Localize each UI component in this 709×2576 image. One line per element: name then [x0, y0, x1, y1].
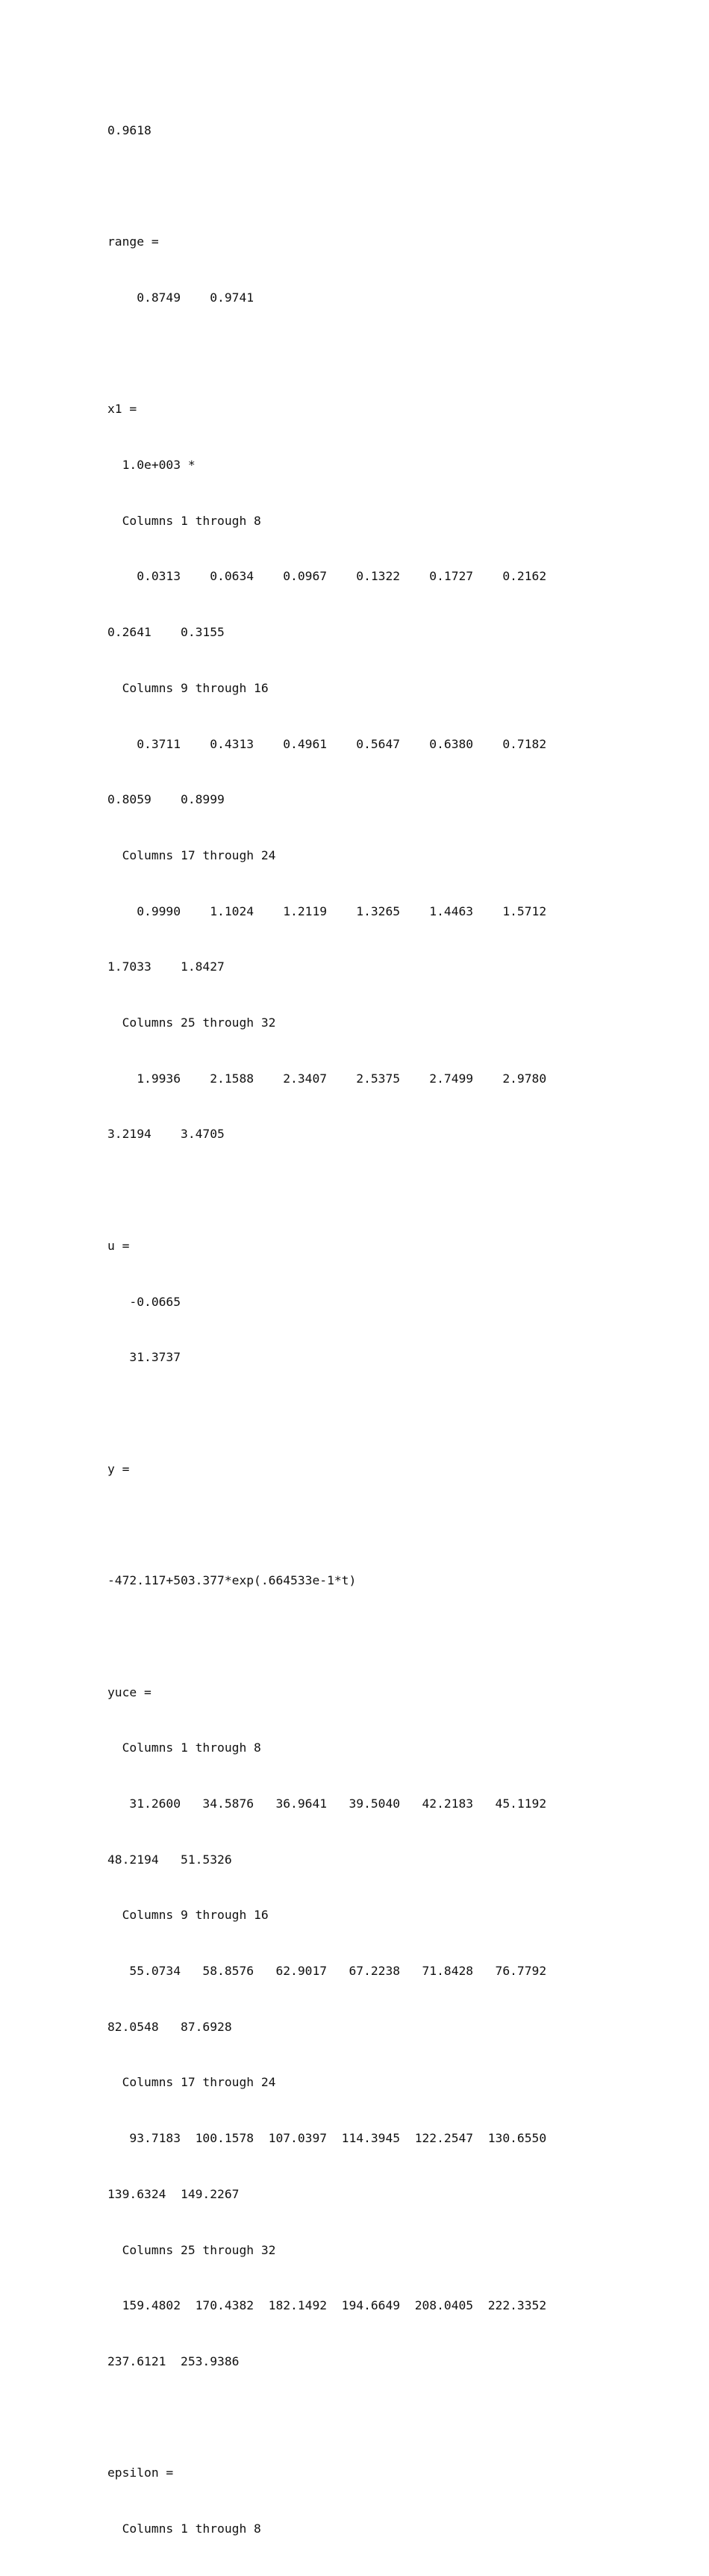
output-line: 1.0e+003 *: [107, 458, 196, 473]
output-line: 93.7183 100.1578 107.0397 114.3945 122.2547 130.6550: [107, 2131, 547, 2146]
output-line: 3.2194 3.4705: [107, 1127, 225, 1142]
output-line: 0.9618: [107, 122, 152, 137]
output-line: y =: [107, 1461, 130, 1476]
output-line: yuce =: [107, 1684, 152, 1699]
output-line: 31.2600 34.5876 36.9641 39.5040 42.2183 45.1192: [107, 1796, 547, 1811]
output-line: [107, 1516, 546, 1534]
output-line: 31.3737: [107, 1350, 181, 1365]
output-line: 48.2194 51.5326: [107, 1852, 232, 1867]
output-line: Columns 25 through 32: [107, 2242, 276, 2257]
output-line: [107, 178, 546, 196]
matlab-output-text: [107, 84, 546, 2576]
output-line: [107, 2409, 546, 2427]
output-line: [107, 1181, 546, 1200]
output-line: Columns 1 through 8: [107, 513, 261, 528]
output-line: epsilon =: [107, 2465, 174, 2480]
output-line: range =: [107, 234, 159, 249]
output-line: [107, 345, 546, 364]
output-line: Columns 25 through 32: [107, 1015, 276, 1030]
output-line: Columns 1 through 8: [107, 1740, 261, 1755]
output-line: 159.4802 170.4382 182.1492 194.6649 208.0405 222.3352: [107, 2298, 547, 2313]
output-line: 237.6121 253.9386: [107, 2353, 240, 2368]
output-line: 0.2641 0.3155: [107, 625, 225, 640]
output-line: 1.9936 2.1588 2.3407 2.5375 2.7499 2.9780: [107, 1071, 547, 1086]
output-line: 139.6324 149.2267: [107, 2186, 240, 2201]
output-line: 1.7033 1.8427: [107, 959, 225, 974]
output-line: Columns 17 through 24: [107, 847, 276, 862]
output-line: x1 =: [107, 402, 137, 417]
output-line: Columns 9 through 16: [107, 680, 269, 695]
output-line: 0.8749 0.9741: [107, 290, 254, 305]
output-line: -472.117+503.377*exp(.664533e-1*t): [107, 1573, 357, 1588]
output-line: Columns 9 through 16: [107, 1908, 269, 1923]
output-line: [107, 1404, 546, 1423]
output-line: 0.3711 0.4313 0.4961 0.5647 0.6380 0.7182: [107, 736, 547, 751]
output-line: 82.0548 87.6928: [107, 2019, 232, 2034]
output-line: 0.9990 1.1024 1.2119 1.3265 1.4463 1.5712: [107, 903, 547, 918]
output-line: [107, 1628, 546, 1646]
output-line: Columns 1 through 8: [107, 2521, 261, 2536]
output-line: -0.0665: [107, 1294, 181, 1309]
output-line: Columns 17 through 24: [107, 2075, 276, 2090]
output-line: u =: [107, 1238, 130, 1253]
output-line: 0.0313 0.0634 0.0967 0.1322 0.1727 0.2162: [107, 569, 547, 584]
output-line: 0.8059 0.8999: [107, 792, 225, 807]
output-line: 55.0734 58.8576 62.9017 67.2238 71.8428 76.7792: [107, 1964, 547, 1979]
